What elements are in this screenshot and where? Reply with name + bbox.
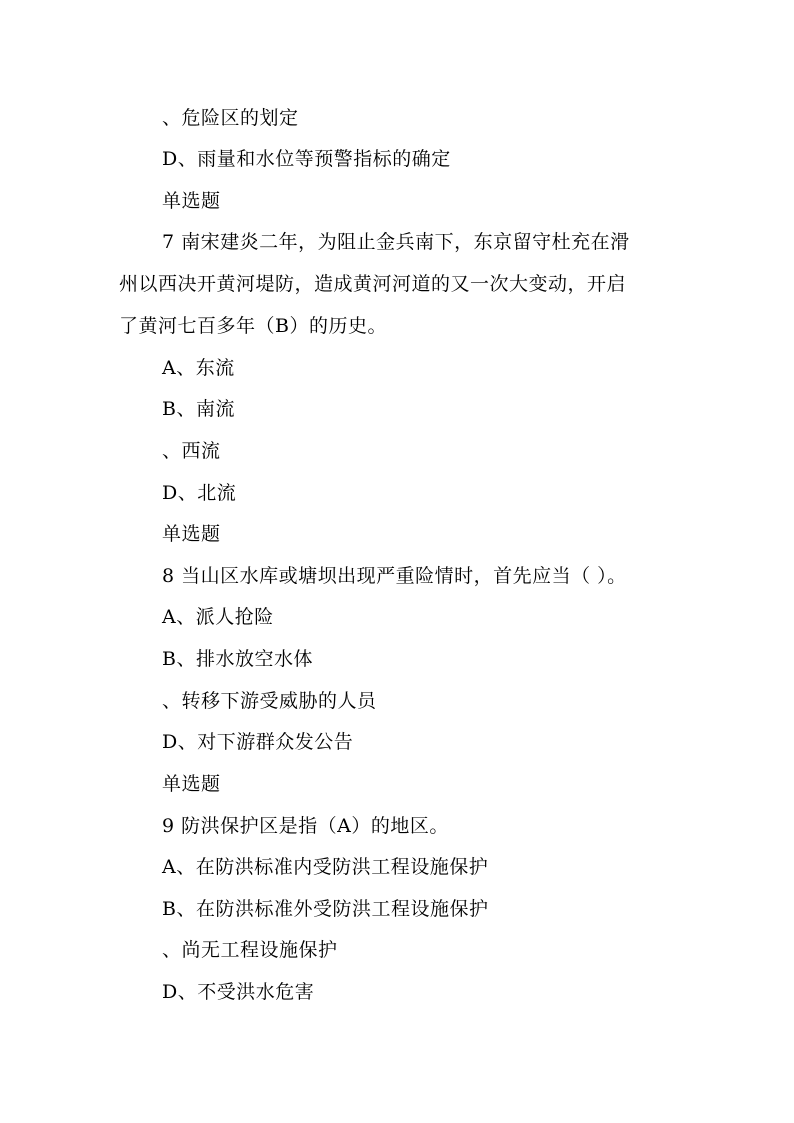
question-7-text-line-1: 7 南宋建炎二年，为阻止金兵南下，东京留守杜充在滑 xyxy=(162,231,630,253)
question-7-text-line-2: 州以西决开黄河堤防，造成黄河河道的又一次大变动，开启 xyxy=(119,273,627,295)
question-8-text: 8 当山区水库或塘坝出现严重险情时，首先应当（ ）。 xyxy=(162,565,627,587)
question-9-option-d: D、不受洪水危害 xyxy=(162,981,315,1003)
question-8-option-d: D、对下游群众发公告 xyxy=(162,731,354,753)
question-7-option-d: D、北流 xyxy=(162,482,237,504)
option-d-warning-indicators: D、雨量和水位等预警指标的确定 xyxy=(162,148,451,170)
question-7-text-line-3: 了黄河七百多年（B）的历史。 xyxy=(119,315,387,337)
question-type-label: 单选题 xyxy=(162,773,221,795)
question-8-option-c: 、转移下游受威胁的人员 xyxy=(162,690,377,712)
option-c-hazard-zone: 、危险区的划定 xyxy=(162,107,299,129)
question-type-label: 单选题 xyxy=(162,190,221,212)
question-7-option-c: 、西流 xyxy=(162,440,221,462)
question-9-text: 9 防洪保护区是指（A）的地区。 xyxy=(162,815,449,837)
question-8-option-b: B、排水放空水体 xyxy=(162,648,313,670)
question-8-option-a: A、派人抢险 xyxy=(162,606,274,628)
question-9-option-c: 、尚无工程设施保护 xyxy=(162,939,338,961)
question-type-label: 单选题 xyxy=(162,523,221,545)
question-9-option-a: A、在防洪标准内受防洪工程设施保护 xyxy=(162,856,489,878)
question-7-option-a: A、东流 xyxy=(162,357,235,379)
question-7-option-b: B、南流 xyxy=(162,398,235,420)
question-9-option-b: B、在防洪标准外受防洪工程设施保护 xyxy=(162,898,489,920)
